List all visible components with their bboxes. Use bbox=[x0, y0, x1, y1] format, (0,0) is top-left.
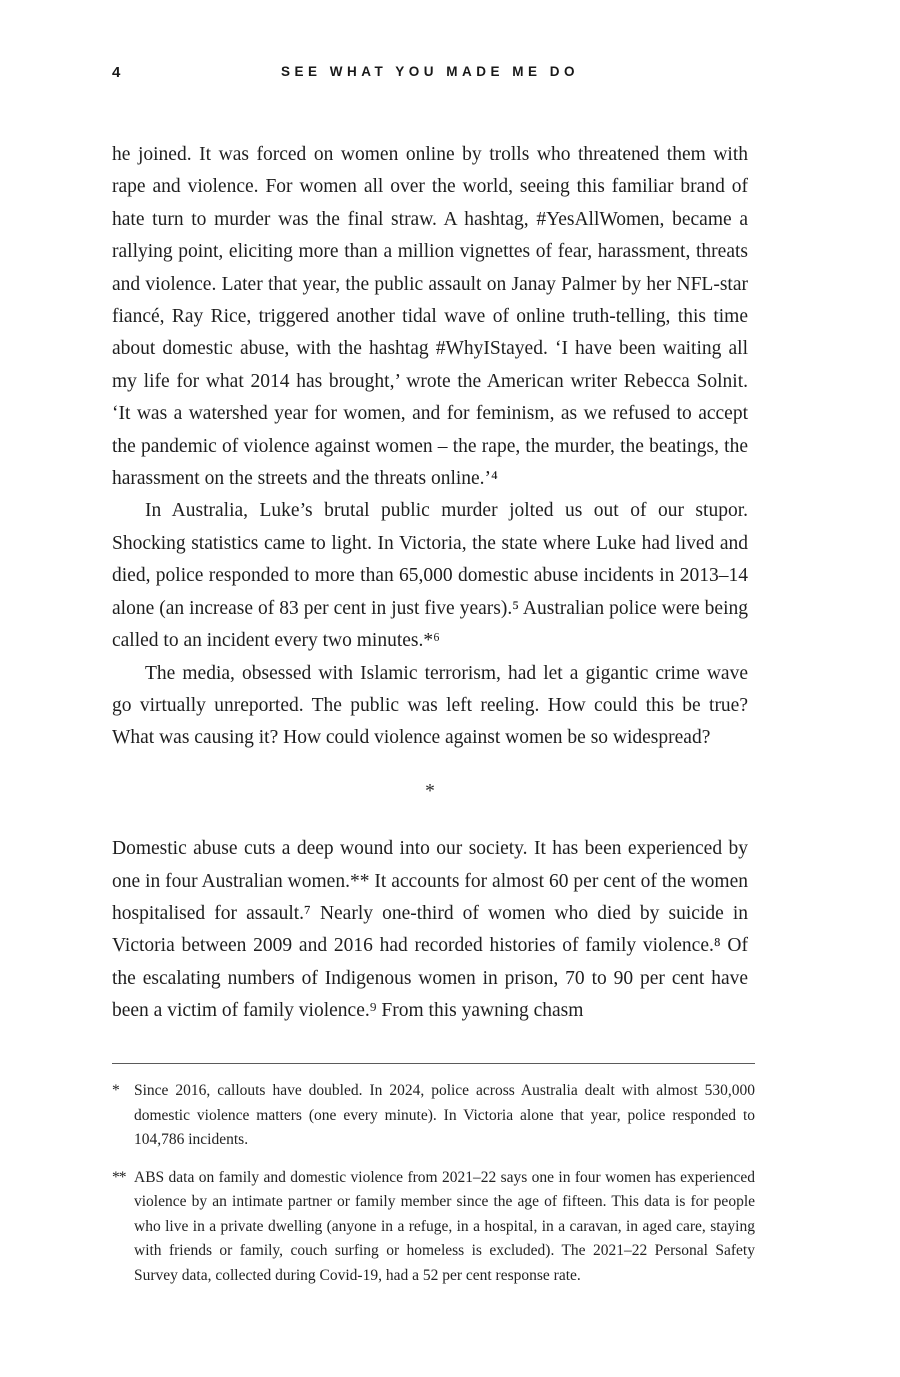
footnote-marker: * bbox=[112, 1082, 119, 1099]
footnotes-section bbox=[112, 1063, 755, 1288]
footnote-text: Since 2016, callouts have doubled. In 2024, police across Australia dealt with almost 530,000 domestic violence matters (one every minute). In Victoria alone that year, police responded to 104,786 incidents. bbox=[134, 1082, 755, 1148]
footnote bbox=[112, 1166, 755, 1289]
running-head: SEE WHAT YOU MADE ME DO bbox=[280, 64, 579, 79]
page-content bbox=[112, 64, 755, 1301]
page-number: 4 bbox=[112, 64, 121, 81]
paragraph: In Australia, Luke’s brutal public murder jolted us out of our stupor. Shocking statistics came to light. In Victoria, the state where Luke had lived and died, police responded to more than 65,000 domestic abuse incidents in 2013–14 alone (an increase of 83 per cent in just five years).⁵ Australian police were being called to an incident every two minutes.*⁶ bbox=[112, 500, 748, 652]
paragraph: The media, obsessed with Islamic terrorism, had let a gigantic crime wave go virtually unreported. The public was left reeling. How could this be true? What was causing it? How could violence against women be so widespread? bbox=[112, 662, 748, 749]
section-break-asterisk: * bbox=[425, 780, 435, 802]
paragraph: he joined. It was forced on women online by trolls who threatened them with rape and violence. For women all over the world, seeing this familiar brand of hate turn to murder was the final straw. A hashtag, #YesAllWomen, became a rallying point, eliciting more than a million vignettes of fear, harassment, threats and violence. Later that year, the public assault on Janay Palmer by her NFL-star fiancé, Ray Rice, triggered another tidal wave of online truth-telling, this time about domestic abuse, with the hashtag #WhyIStayed. ‘I have been waiting all my life for what 2014 has brought,’ wrote the American writer Rebecca Solnit. ‘It was a watershed year for women, and for feminism, as we refused to accept the pandemic of violence against women – the rape, the murder, the beatings, the harassment on the streets and the threats online.’⁴ bbox=[112, 144, 748, 490]
footnote-marker: ** bbox=[112, 1168, 126, 1186]
page-header bbox=[112, 64, 748, 82]
footnote bbox=[112, 1079, 755, 1153]
footnote-text: ABS data on family and domestic violence from 2021–22 says one in four women has experienced violence by an intimate partner or family member since the age of fifteen. This data is for people who live in a private dwelling (anyone in a refuge, in a hospital, in a caravan, in aged care, staying with friends or family, couch surfing or homeless is excluded). The 2021–22 Personal Safety Survey data, collected during Covid-19, had a 52 per cent response rate. bbox=[134, 1168, 755, 1284]
footnote-list bbox=[112, 1079, 755, 1288]
body-text bbox=[112, 139, 748, 1063]
paragraph: Domestic abuse cuts a deep wound into our society. It has been experienced by one in four Australian women.** It accounts for almost 60 per cent of the women hospitalised for assault.⁷ Nearly one-third of women who died by suicide in Victoria between 2009 and 2016 had recorded histories of family violence.⁸ Of the escalating numbers of Indigenous women in prison, 70 to 90 per cent have been a victim of family violence.⁹ From this yawning chasm bbox=[112, 838, 748, 1022]
footnote-divider bbox=[112, 1063, 755, 1064]
